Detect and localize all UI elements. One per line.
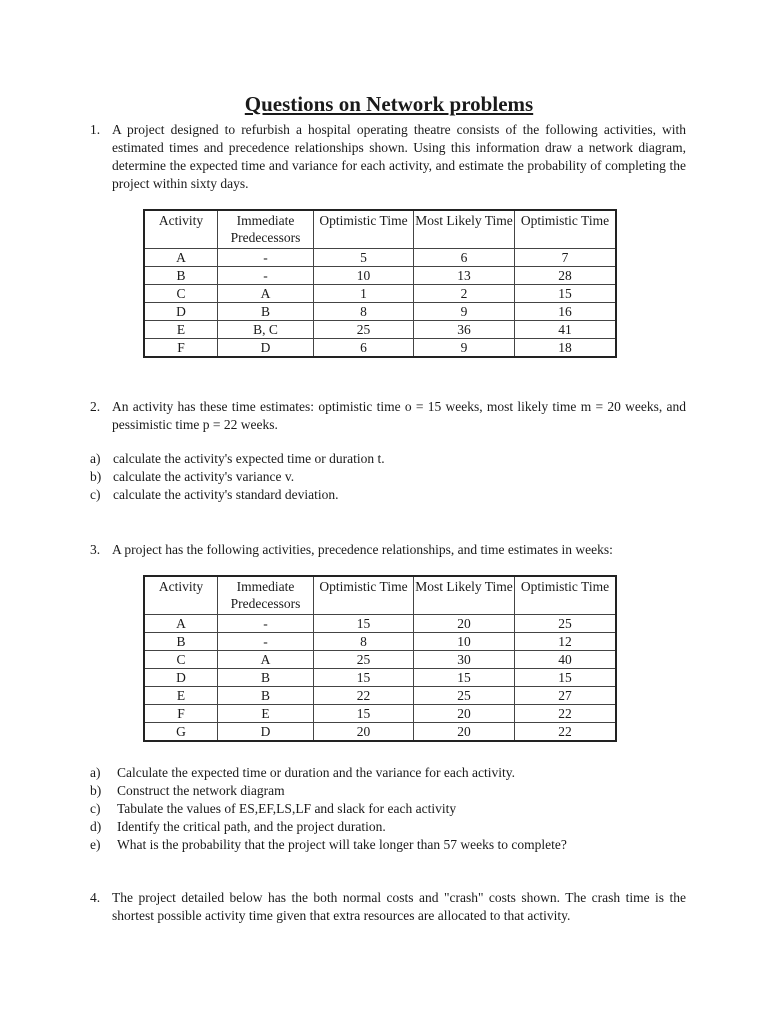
table-cell: 15	[515, 285, 617, 303]
header-cell: Optimistic Time	[314, 210, 414, 249]
header-cell: Immediate Predecessors	[218, 576, 314, 615]
table-cell: 40	[515, 651, 617, 669]
table-cell: 22	[515, 723, 617, 742]
table-cell: 6	[414, 249, 515, 267]
table-cell: 5	[314, 249, 414, 267]
header-cell: Optimistic Time	[515, 576, 617, 615]
table-cell: D	[218, 723, 314, 742]
part-label: c)	[90, 801, 101, 816]
table-cell: 15	[314, 669, 414, 687]
table-cell: 9	[414, 303, 515, 321]
table-cell: 27	[515, 687, 617, 705]
table-cell: 15	[314, 705, 414, 723]
question-4-text: The project detailed below has the both normal costs and "crash" costs shown. The crash time is the shortest possible activity time given that extra resources are allocated to that activity.	[112, 890, 686, 923]
part-text: Identify the critical path, and the project duration.	[117, 819, 386, 834]
table-cell: D	[218, 339, 314, 358]
part-label: a)	[90, 451, 101, 466]
table-cell: A	[218, 285, 314, 303]
table-row	[144, 651, 616, 669]
table-cell: 20	[414, 723, 515, 742]
page-title: Questions on Network problems	[244, 92, 534, 116]
table-row	[144, 303, 616, 321]
header-cell: Activity	[144, 576, 218, 615]
table-cell: 36	[414, 321, 515, 339]
question-3-text: A project has the following activities, precedence relationships, and time estimates in weeks:	[112, 542, 613, 557]
table-cell: A	[144, 249, 218, 267]
table-row	[144, 285, 616, 303]
table-cell: B	[144, 633, 218, 651]
table-cell: 20	[414, 615, 515, 633]
part-label: a)	[90, 765, 101, 780]
table-cell: 1	[314, 285, 414, 303]
table-cell: 8	[314, 633, 414, 651]
header-cell: Activity	[144, 210, 218, 249]
table-cell: 25	[314, 321, 414, 339]
table-cell: F	[144, 339, 218, 358]
table-row	[144, 615, 616, 633]
table-cell: B	[144, 267, 218, 285]
table-cell: C	[144, 651, 218, 669]
table-cell: 20	[314, 723, 414, 742]
part-text: calculate the activity's variance v.	[113, 469, 295, 484]
part-text: calculate the activity's expected time or duration t.	[113, 451, 385, 466]
table-cell: A	[144, 615, 218, 633]
table-cell: E	[144, 687, 218, 705]
table-cell: 13	[414, 267, 515, 285]
table-cell: 10	[414, 633, 515, 651]
header-cell: Immediate Predecessors	[218, 210, 314, 249]
table-header-row	[144, 576, 616, 615]
table-cell: 25	[515, 615, 617, 633]
table-cell: B	[218, 303, 314, 321]
table-row	[144, 723, 616, 742]
table-cell: 12	[515, 633, 617, 651]
header-cell: Optimistic Time	[515, 210, 617, 249]
question-3-parts	[90, 764, 710, 854]
part-label: b)	[90, 469, 102, 484]
question-3-number: 3.	[90, 542, 101, 557]
table-cell: 15	[515, 669, 617, 687]
table-cell: 18	[515, 339, 617, 358]
question-1-table	[143, 209, 617, 358]
table-cell: D	[144, 669, 218, 687]
table-cell: -	[218, 267, 314, 285]
table-cell: 30	[414, 651, 515, 669]
part-label: e)	[90, 837, 101, 852]
part-label: d)	[90, 819, 102, 834]
table-row	[144, 669, 616, 687]
part-label: c)	[90, 487, 101, 502]
question-2-text: An activity has these time estimates: optimistic time o = 15 weeks, most likely time m = 20 weeks, and pessimistic time p = 22 weeks.	[112, 399, 686, 432]
table-cell: 22	[314, 687, 414, 705]
table-cell: 7	[515, 249, 617, 267]
table-cell: 22	[515, 705, 617, 723]
part-text: Calculate the expected time or duration and the variance for each activity.	[117, 765, 515, 780]
table-cell: 6	[314, 339, 414, 358]
question-4-number: 4.	[90, 890, 101, 905]
table-header-row	[144, 210, 616, 249]
part-text: What is the probability that the project will take longer than 57 weeks to complete?	[117, 837, 567, 852]
table-cell: E	[218, 705, 314, 723]
question-1-number: 1.	[90, 122, 101, 137]
table-cell: 25	[414, 687, 515, 705]
header-cell: Most Likely Time	[414, 210, 515, 249]
question-2-number: 2.	[90, 399, 101, 414]
table-cell: 41	[515, 321, 617, 339]
part-label: b)	[90, 783, 102, 798]
table-cell: 2	[414, 285, 515, 303]
table-cell: 28	[515, 267, 617, 285]
part-text: Tabulate the values of ES,EF,LS,LF and slack for each activity	[117, 801, 457, 816]
table-row	[144, 339, 616, 358]
table-row	[144, 249, 616, 267]
table-cell: 15	[414, 669, 515, 687]
table-cell: -	[218, 249, 314, 267]
table-row	[144, 687, 616, 705]
table-cell: D	[144, 303, 218, 321]
table-row	[144, 705, 616, 723]
table-cell: F	[144, 705, 218, 723]
table-cell: B	[218, 687, 314, 705]
table-cell: C	[144, 285, 218, 303]
table-cell: 10	[314, 267, 414, 285]
question-2-parts	[90, 450, 690, 504]
table-row	[144, 633, 616, 651]
part-text: calculate the activity's standard deviation.	[113, 487, 339, 502]
table-cell: 9	[414, 339, 515, 358]
table-cell: 20	[414, 705, 515, 723]
table-row	[144, 267, 616, 285]
question-1-text: A project designed to refurbish a hospital operating theatre consists of the following activities, with estimated times and precedence relationships shown. Using this information draw a network diagram, determine the expected time and variance for each activity, and estimate the probability of completing the project within sixty days.	[112, 122, 686, 191]
table-cell: 8	[314, 303, 414, 321]
header-cell: Optimistic Time	[314, 576, 414, 615]
table-cell: -	[218, 615, 314, 633]
table-cell: B	[218, 669, 314, 687]
table-cell: 25	[314, 651, 414, 669]
table-cell: 16	[515, 303, 617, 321]
header-cell: Most Likely Time	[414, 576, 515, 615]
table-cell: A	[218, 651, 314, 669]
table-cell: B, C	[218, 321, 314, 339]
table-row	[144, 321, 616, 339]
part-text: Construct the network diagram	[117, 783, 285, 798]
table-cell: 15	[314, 615, 414, 633]
table-cell: G	[144, 723, 218, 742]
question-3-table	[143, 575, 617, 742]
table-cell: -	[218, 633, 314, 651]
table-cell: E	[144, 321, 218, 339]
